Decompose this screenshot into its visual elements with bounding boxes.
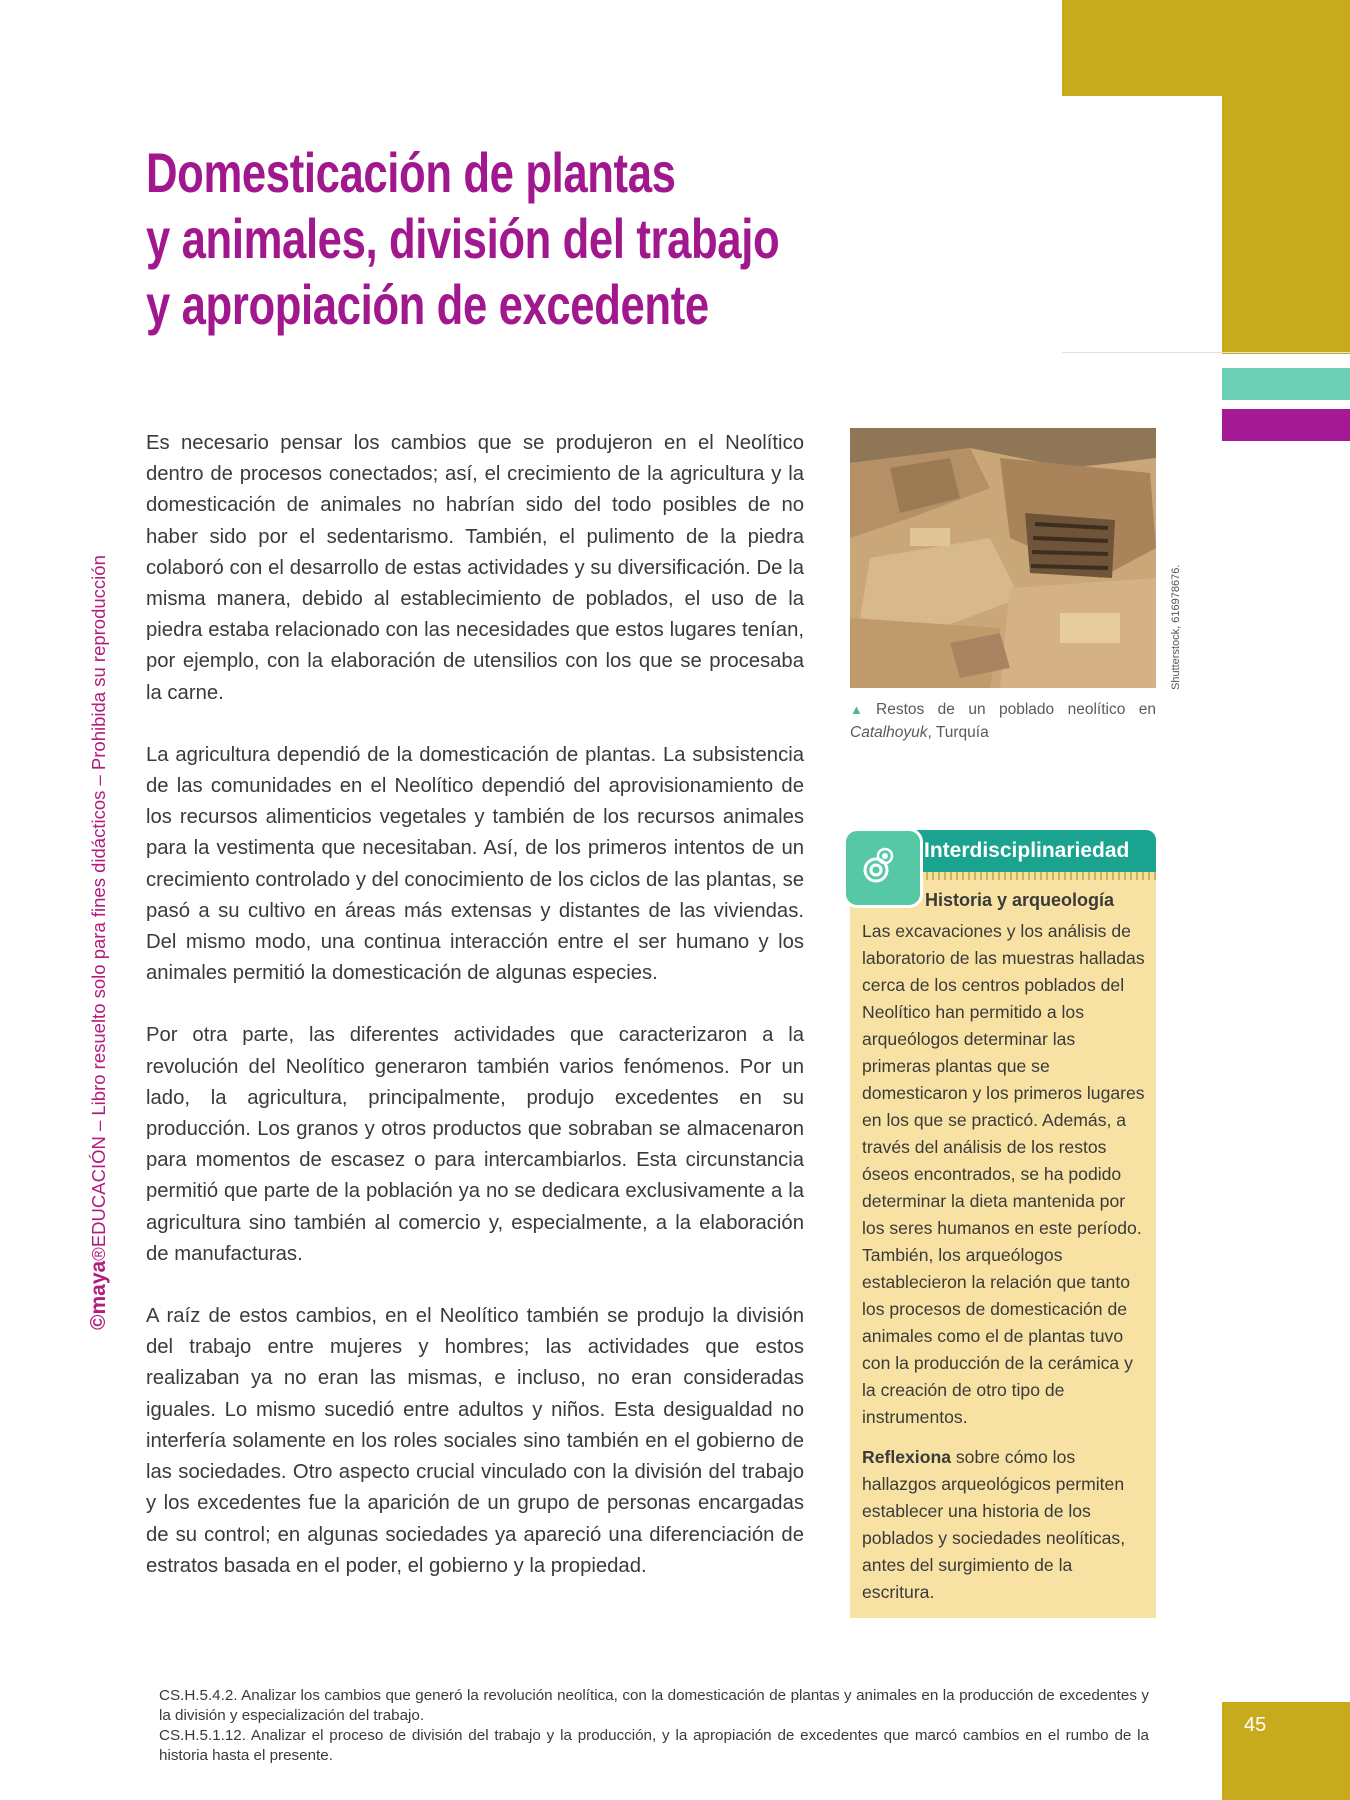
body-paragraph-2: La agricultura dependió de la domesticación de plantas. La subsistencia de las comunidades en el Neolítico dependió del aprovisionamiento de los recursos alimenticios vegetales y también de los recursos animales para la vestimenta que necesitaban. Así, de los primeros intentos de un crecimiento controlado y del conocimiento de los ciclos de las plantas, se pasó a su cultivo en áreas más extensas y distantes de las viviendas. Del mismo modo, una continua interacción entre el ser humano y los animales permitió la domesticación de algunas especies. <box>146 743 804 985</box>
box-reflection <box>862 1444 1148 1606</box>
caption-triangle-icon: ▲ <box>850 702 872 717</box>
page-title <box>146 140 848 338</box>
corner-decoration-top <box>1062 0 1350 96</box>
photo-credit: Shutterstock, 616978676. <box>1170 564 1182 690</box>
caption-country: , Turquía <box>927 724 989 741</box>
page-number-block <box>1222 1702 1350 1800</box>
main-body-text <box>146 428 804 1613</box>
reflect-keyword: Reflexiona <box>862 1447 951 1467</box>
interdisciplinary-box-text <box>862 918 1148 1619</box>
copyright-sidebar-note <box>87 470 111 1330</box>
body-paragraph-4: A raíz de estos cambios, en el Neolítico también se produjo la división del trabajo entre mujeres y hombres; las actividades que estos realizaban ya no eran las mismas, e incluso, no eran consideradas iguales. Lo mismo sucedió entre adultos y niños. Esta desigualdad no interfería solamente en los roles sociales sino también en el gobierno de las sociedades. Otro aspecto crucial vinculado con la división del trabajo y los excedentes fue la aparición de un grupo de personas encargadas de su control; en algunas sociedades ya apareció una diferenciación de estratos basada en el poder, el gobierno y la propiedad. <box>146 1305 804 1577</box>
caption-place-italic: Catalhoyuk <box>850 724 928 741</box>
reflect-text: sobre cómo los hallazgos arqueológicos permiten establecer una historia de los poblados y sociedades neolíticas, antes del surgimiento de la escritura. <box>862 1447 1126 1602</box>
title-line-2: y animales, división del trabajo <box>146 207 780 270</box>
mint-color-bar <box>1222 368 1350 400</box>
body-paragraph-1: Es necesario pensar los cambios que se produjeron en el Neolítico dentro de procesos conectados; así, el crecimiento de la agricultura y la domesticación de animales no habrían sido del todo posibles de no haber sido por el sedentarismo. También, el pulimento de la piedra colaboró con el desarrollo de estas actividades y su diversificación. De la misma manera, debido al establecimiento de poblados, el uso de la piedra estaba relacionado con las necesidades que estos lugares tenían, por ejemplo, con la elaboración de utensilios con los que se procesaba la carne. <box>146 432 804 704</box>
magenta-color-bar <box>1222 409 1350 441</box>
body-paragraph-3: Por otra parte, las diferentes actividades que caracterizaron a la revolución del Neolítico generaron también varios fenómenos. Por un lado, la agricultura, principalmente, produjo excedentes en su producción. Los granos y otros productos que sobraban se almacenaron para momentos de escasez o para intercambiarlos. Esta circunstancia permitió que parte de la población ya no se dedicara exclusivamente a la agricultura sino también al comercio y, especialmente, a la elaboración de manufacturas. <box>146 1024 804 1265</box>
caption-text: Restos de un poblado neolítico en <box>876 701 1156 718</box>
interdisciplinary-heading: Interdisciplinariedad <box>924 839 1130 862</box>
title-line-1: Domesticación de plantas <box>146 141 676 204</box>
excavation-photo <box>850 428 1156 688</box>
box-subtitle: Historia y arqueología <box>925 890 1115 910</box>
photo-caption <box>850 698 1156 744</box>
title-line-3: y apropiación de excedente <box>146 273 709 336</box>
brand-logo-text: ©maya <box>87 1260 110 1330</box>
page-number: 45 <box>1244 1714 1267 1736</box>
sidebar-note-text: ®EDUCACIÓN – Libro resuelto solo para fines didácticos – Prohibida su reproducción <box>88 555 109 1261</box>
box-paragraph: Las excavaciones y los análisis de laboratorio de las muestras halladas cerca de los centros poblados del Neolítico han permitido a los arqueólogos determinar las primeras plantas que se domesticaron y los primeros lugares en los que se practicó. Además, a través del análisis de los restos óseos encontrados, se ha podido determinar la dieta mantenida por los seres humanos en este período. También, los arqueólogos establecieron la relación que tanto los procesos de domesticación de animales como el de plantas tuvo con la producción de la cerámica y la creación de otro tipo de instrumentos. <box>862 921 1145 1427</box>
footer-objective-1: CS.H.5.4.2. Analizar los cambios que generó la revolución neolítica, con la domesticación de plantas y animales en la producción de excedentes y la división y especialización del trabajo. <box>159 1687 1149 1724</box>
curriculum-footer <box>159 1686 1149 1766</box>
divider-line <box>1062 352 1350 353</box>
footer-objective-2: CS.H.5.1.12. Analizar el proceso de división del trabajo y la producción, y la apropiación de excedentes que marcó cambios en el rumbo de la historia hasta el presente. <box>159 1727 1149 1764</box>
corner-decoration-side <box>1222 96 1350 354</box>
target-rings-icon <box>843 828 923 908</box>
